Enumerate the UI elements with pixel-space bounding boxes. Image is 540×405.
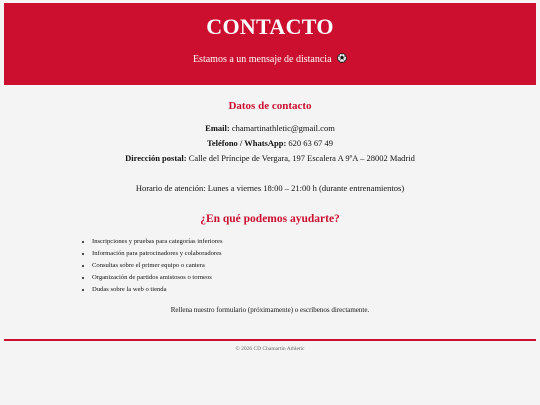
phone-value[interactable]: 620 63 67 49 [288,138,334,148]
page-header [4,3,536,85]
form-note: Rellena nuestro formulario (próximamente) o escríbenos directamente. [170,306,370,314]
email-label: Email: [205,123,230,133]
help-list-item: • Dudas sobre la web o tienda [92,284,223,296]
footer-copyright: © 2026 CD Chamartín Athletic [235,346,305,352]
contact-title: Datos de contacto [228,100,312,112]
phone-line [0,139,540,148]
help-list-item: • Información para patrocinadores y colaboradores [92,248,223,260]
address-line [0,154,540,163]
soccer-ball-icon [337,53,347,63]
header-subtitle [4,53,536,65]
hours-text: Horario de atención: Lunes a viernes 18:00 – 21:00 h (durante entrenamientos) [135,183,405,193]
page-title: CONTACTO [206,14,334,39]
footer-divider [4,339,536,341]
phone-label: Teléfono / WhatsApp: [206,138,287,148]
email-value[interactable]: chamartinathletic@gmail.com [231,123,335,133]
help-title: ¿En qué podemos ayudarte? [200,213,340,225]
header-subtitle-text: Estamos a un mensaje de distancia [192,54,332,65]
address-value: Calle del Príncipe de Vergara, 197 Escalera A 9ºA – 28002 Madrid [188,153,415,163]
help-list-item: • Organización de partidos amistosos o torneos [92,272,223,284]
help-list [81,236,223,296]
address-label: Dirección postal: [125,153,187,163]
help-list-item: • Inscripciones y pruebas para categorías inferiores [92,236,223,248]
help-list-item: • Consultas sobre el primer equipo o cantera [92,260,223,272]
email-line [0,124,540,133]
